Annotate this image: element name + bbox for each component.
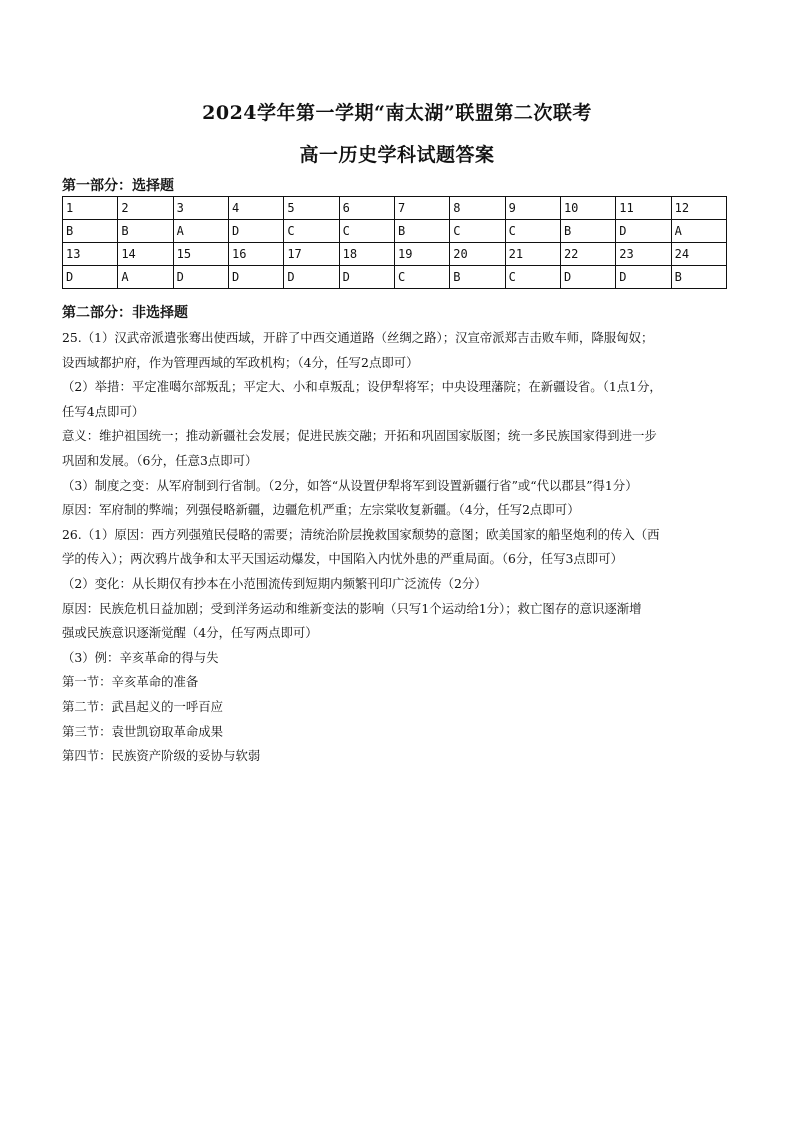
answer-line: 原因：民族危机日益加剧；受到洋务运动和维新变法的影响（只写1个运动给1分）；救亡图存的意识逐渐增 <box>62 600 642 616</box>
question-number-cell: 16 <box>228 243 283 266</box>
answer-line: 第四节：民族资产阶级的妥协与软弱 <box>62 748 261 764</box>
question-number-cell: 3 <box>173 197 228 220</box>
answer-line: 25.（1）汉武帝派遣张骞出使西域，开辟了中西交通道路（丝绸之路）；汉宣帝派郑吉击败车师，降服匈奴； <box>62 330 654 345</box>
answer-cell: D <box>284 266 339 289</box>
table-row <box>63 197 727 220</box>
question-number-cell: 12 <box>671 197 726 220</box>
question-number-cell: 6 <box>339 197 394 220</box>
answer-cell: D <box>228 220 283 243</box>
answer-cell: D <box>173 266 228 289</box>
question-number-cell: 19 <box>394 243 449 266</box>
answer-cell: A <box>671 220 726 243</box>
essay-answers <box>62 326 732 769</box>
question-number-cell: 1 <box>63 197 118 220</box>
answer-cell: B <box>560 220 615 243</box>
answer-line: 第一节：辛亥革命的准备 <box>62 674 199 690</box>
table-row <box>63 266 727 289</box>
question-number-cell: 15 <box>173 243 228 266</box>
answer-cell: D <box>339 266 394 289</box>
question-number-cell: 5 <box>284 197 339 220</box>
answer-cell: C <box>394 266 449 289</box>
answer-cell: C <box>339 220 394 243</box>
answer-line: 意义：维护祖国统一；推动新疆社会发展；促进民族交融；开拓和巩固国家版图；统一多民族国家得到进一步 <box>62 428 657 444</box>
answer-line: 学的传入）；两次鸦片战争和太平天国运动爆发，中国陷入内忧外患的严重局面。（6分，任写3点即可） <box>62 551 623 567</box>
answer-line: 任写4点即可） <box>62 403 145 419</box>
answer-cell: A <box>173 220 228 243</box>
question-number-cell: 17 <box>284 243 339 266</box>
answer-cell: C <box>505 266 560 289</box>
question-number-cell: 8 <box>450 197 505 220</box>
answer-line: （3）制度之变：从军府制到行省制。（2分，如答“从设置伊犁将军到设置新疆行省”或“代以郡县”得1分） <box>62 477 638 493</box>
answer-cell: D <box>228 266 283 289</box>
choice-answer-table <box>62 196 727 289</box>
question-number-cell: 21 <box>505 243 560 266</box>
answer-cell: C <box>450 220 505 243</box>
answer-cell: B <box>63 220 118 243</box>
answer-line: 第二节：武昌起义的一呼百应 <box>62 698 224 714</box>
answer-cell: B <box>118 220 173 243</box>
answer-line: 设西域都护府，作为管理西域的军政机构；（4分，任写2点即可） <box>62 354 419 370</box>
answer-cell: D <box>63 266 118 289</box>
question-number-cell: 10 <box>560 197 615 220</box>
answer-cell: D <box>560 266 615 289</box>
answer-cell: A <box>118 266 173 289</box>
question-number-cell: 14 <box>118 243 173 266</box>
answer-line: 强或民族意识逐渐觉醒（4分，任写两点即可） <box>62 625 318 641</box>
part2-heading: 第二部分：非选择题 <box>62 305 188 321</box>
table-row <box>63 243 727 266</box>
answer-line: （3）例：辛亥革命的得与失 <box>62 649 219 665</box>
question-number-cell: 11 <box>616 197 671 220</box>
question-number-cell: 9 <box>505 197 560 220</box>
question-number-cell: 13 <box>63 243 118 266</box>
question-number-cell: 2 <box>118 197 173 220</box>
question-number-cell: 23 <box>616 243 671 266</box>
document-title: 2024学年第一学期“南太湖”联盟第二次联考 <box>202 102 592 124</box>
question-number-cell: 7 <box>394 197 449 220</box>
question-number-cell: 22 <box>560 243 615 266</box>
answer-cell: D <box>616 220 671 243</box>
part1-heading: 第一部分：选择题 <box>62 178 174 194</box>
answer-cell: C <box>505 220 560 243</box>
question-number-cell: 20 <box>450 243 505 266</box>
answer-cell: B <box>671 266 726 289</box>
answer-line: 巩固和发展。（6分，任意3点即可） <box>62 452 258 468</box>
answer-cell: B <box>450 266 505 289</box>
table-row <box>63 220 727 243</box>
question-number-cell: 24 <box>671 243 726 266</box>
document-subtitle: 高一历史学科试题答案 <box>299 144 495 166</box>
answer-line: 26.（1）原因：西方列强殖民侵略的需要；清统治阶层挽救国家颓势的意图；欧美国家的船坚炮利的传入（西 <box>62 526 660 542</box>
question-number-cell: 18 <box>339 243 394 266</box>
answer-line: 第三节：袁世凯窃取革命成果 <box>62 723 224 739</box>
answer-cell: C <box>284 220 339 243</box>
question-number-cell: 4 <box>228 197 283 220</box>
answer-cell: D <box>616 266 671 289</box>
answer-cell: B <box>394 220 449 243</box>
answer-line: 原因：军府制的弊端；列强侵略新疆，边疆危机严重；左宗棠收复新疆。（4分，任写2点即可） <box>62 502 580 518</box>
answer-line: （2）举措：平定准噶尔部叛乱；平定大、小和卓叛乱；设伊犁将军；中央设理藩院；在新疆设省。（1点1分， <box>62 379 662 395</box>
answer-line: （2）变化：从长期仅有抄本在小范围流传到短期内频繁刊印广泛流传（2分） <box>62 575 487 591</box>
